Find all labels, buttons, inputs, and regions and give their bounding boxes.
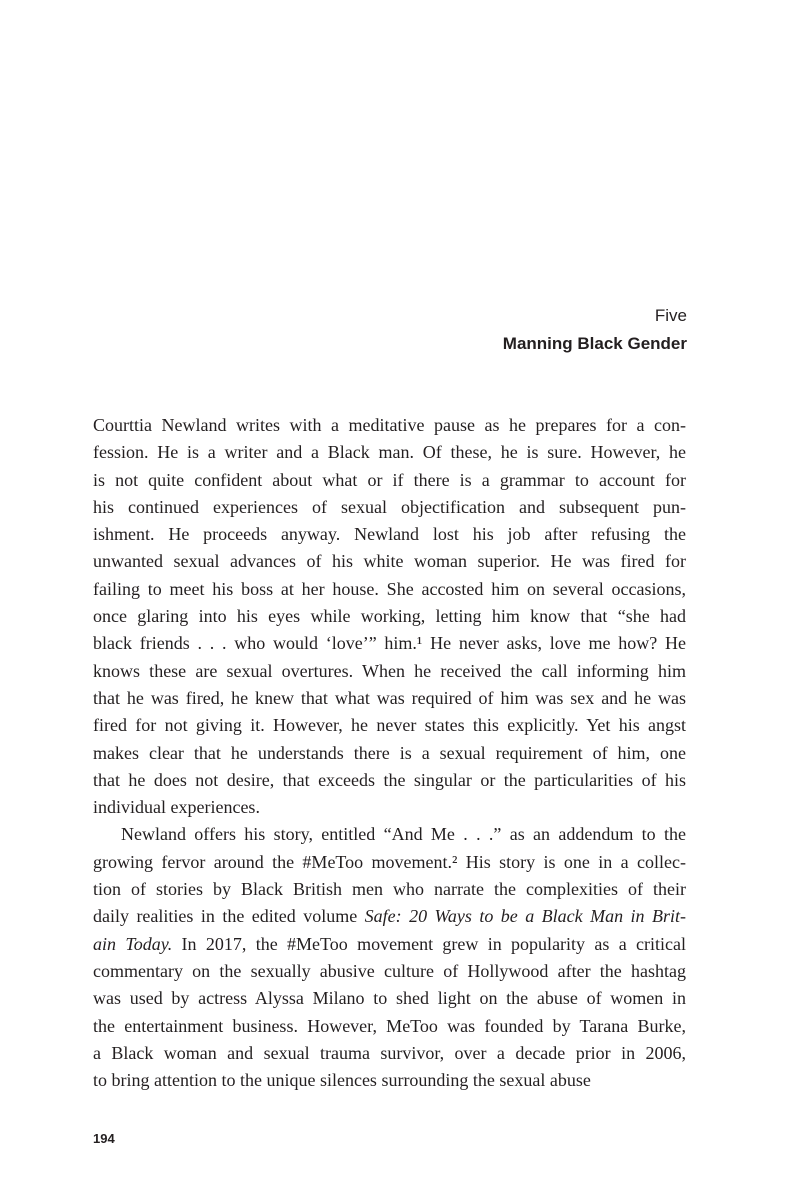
text-line: growing fervor around the #MeToo movement.² His story is one in a collec- — [93, 851, 686, 872]
text-line: ishment. He proceeds anyway. Newland lost his job after refusing the — [93, 524, 686, 545]
chapter-heading — [503, 302, 687, 358]
page-number: 194 — [93, 1131, 115, 1146]
chapter-number: Five — [654, 306, 687, 325]
text-line: to bring attention to the unique silences surrounding the sexual abuse — [93, 1070, 591, 1091]
text-line: a Black woman and sexual trauma survivor, over a decade prior in 2006, — [93, 1042, 686, 1063]
text-line: ain Today. In 2017, the #MeToo movement grew in popularity as a critical — [93, 933, 687, 954]
text-line: individual experiences. — [93, 797, 260, 818]
text-line: fession. He is a writer and a Black man. Of these, he is sure. However, he — [93, 442, 686, 463]
text-line: Courttia Newland writes with a meditative pause as he prepares for a con- — [93, 415, 686, 435]
text-line: makes clear that he understands there is a sexual requirement of him, one — [93, 742, 686, 763]
text-line: failing to meet his boss at her house. She accosted him on several occasions, — [93, 578, 686, 599]
text-line: is not quite confident about what or if there is a grammar to account for — [93, 469, 686, 490]
text-line: Newland offers his story, entitled “And Me . . .” as an addendum to the — [121, 824, 686, 845]
paragraph — [93, 412, 686, 821]
chapter-title: Manning Black Gender — [502, 334, 687, 353]
body-text — [93, 412, 686, 1094]
text-line: commentary on the sexually abusive culture of Hollywood after the hashtag — [93, 960, 686, 981]
text-line: fired for not giving it. However, he never states this explicitly. Yet his angst — [93, 715, 686, 736]
text-line: that he does not desire, that exceeds the singular or the particularities of his — [93, 769, 686, 790]
text-line: daily realities in the edited volume Safe: 20 Ways to be a Black Man in Brit- — [93, 906, 686, 927]
paragraph — [93, 821, 686, 1094]
book-title: ain Today. — [93, 933, 173, 954]
text-line: once glaring into his eyes while working, letting him know that “she had — [93, 606, 686, 627]
text-line: the entertainment business. However, MeToo was founded by Tarana Burke, — [93, 1015, 686, 1036]
text-line: that he was fired, he knew that what was required of him was sex and he was — [93, 687, 686, 708]
text-line: was used by actress Alyssa Milano to shed light on the abuse of women in — [93, 988, 686, 1009]
text-line: unwanted sexual advances of his white woman superior. He was fired for — [93, 551, 686, 572]
text-line: black friends . . . who would ‘love’” him.¹ He never asks, love me how? He — [93, 633, 686, 654]
book-title: Safe: 20 Ways to be a Black Man in Brit- — [364, 906, 686, 927]
text-line: tion of stories by Black British men who narrate the complexities of their — [93, 879, 686, 900]
text-line: his continued experiences of sexual objectification and subsequent pun- — [93, 496, 686, 517]
text-line: knows these are sexual overtures. When he received the call informing him — [93, 660, 686, 681]
